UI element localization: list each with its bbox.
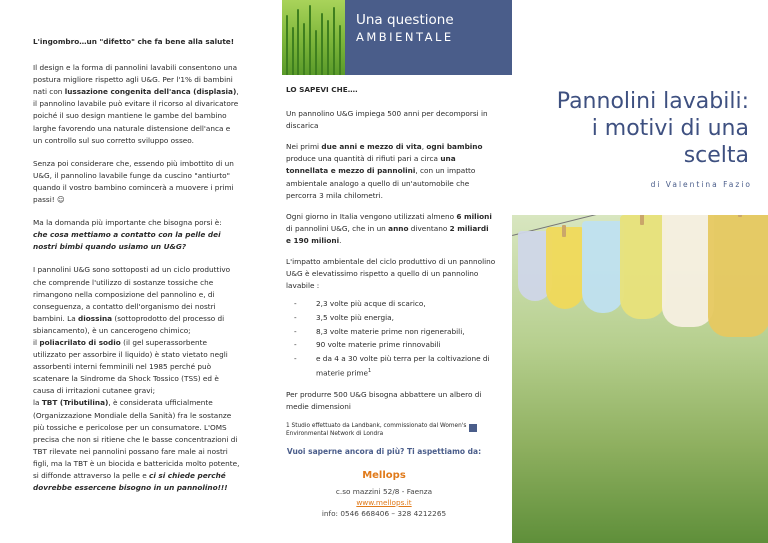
fact-italy: Ogni giorno in Italia vengono utilizzati almeno 6 milioni di pannolini U&G, che in un anno diventano 2 miliardi e 190 milioni. [286,211,492,245]
banner-title: Una questione AMBIENTALE [356,12,454,44]
list-item: - 3,5 volte più energia, [286,312,496,324]
diaper [582,221,624,313]
facts-section [286,84,496,438]
clothespin-icon [562,225,566,237]
section-title-ingombro: L'ingombro…un "difetto" che fa bene alla salute! [33,37,235,46]
paragraph-design: Il design e la forma di pannolini lavabili consentono una postura migliore rispetto agli U&G. Per l'1% di bambini nati con lussazione congenita dell'anca (displasia), il pannolino lavabile può evitare il ricorso al divaricatore poiché il suo design mantiene le gambe del bambino larghe favorendo una naturale distensione dell'anca e un controllo sul suo corretto sviluppo osseo. [33,63,239,145]
phone-contact: info: 0546 668406 – 328 4212265 [321,509,447,518]
list-item: - 8,3 volte materie prime non rigenerabili, [286,326,496,338]
fact-impact: L'impatto ambientale del ciclo produttivo di un pannolino U&G è elevatissimo rispetto a quello di un pannolino lavabile : [286,257,496,291]
middle-column [256,0,512,543]
cloth-diapers-photo [512,215,768,543]
diaper [708,215,768,337]
paragraph-tbt: la TBT (Tributilina), è considerata ufficialmente (Organizzazione Mondiale della Sanità) fra le sostanze più tossiche e pericolose per un consumatore. L'OMS precisa che non si ritiene che le basse concentrazioni di TBT rilevate nei pannolini possano fare male ai nostri figli, ma la TBT è un biocida e battericida molto potente, si diffonde attraverso la pelle e ci si chiede perché dovrebbe essercene bisogno in un pannolino!!! [33,398,240,493]
cover-title: Pannolini lavabili: i motivi di una scelta [556,89,749,168]
diaper [620,215,666,319]
contact-section [256,447,512,519]
diaper [662,215,714,327]
paragraph-antiurto: Senza poi considerare che, essendo più imbottito di un U&G, il pannolino lavabile funge da cuscino "antiurto" quando il vostro bambino comincerà a muovere i primi passi! ☺ [33,158,234,205]
contact-question: Vuoi saperne ancora di più? Ti aspettiamo da: [286,447,482,456]
company-name: Mellops [362,470,406,481]
fact-decompose: Un pannolino U&G impiega 500 anni per decomporsi in discarica [286,109,488,131]
website-link[interactable]: www.mellops.it [356,498,412,507]
paragraph-toxic: I pannolini U&G sono sottoposti ad un ciclo produttivo che comprende l'utilizzo di sostanze tossiche che rimangono nella composizione del pannolino e, di conseguenza, a contatto dell'organismo dei nostri bambini. La diossina (sottoprodotto del processo di sbiancamento), è un cancerogeno chimico; [33,265,231,335]
footnote: 1 Studio effettuato da Landbank, commissionato dal Women's Environmental Network di Londra [286,423,467,438]
clothespin-icon [640,215,644,225]
list-item: - 90 volte materie prime rinnovabili [286,339,496,351]
fact-waste: Nei primi due anni e mezzo di vita, ogni bambino produce una quantità di rifiuti pari a circa una tonnellata e mezzo di pannolini, con un impatto ambientale analogo a quello di un'automobile che percorra 3 mila chilometri. [286,142,483,200]
clothespin-icon [738,215,742,217]
fact-tree: Per produrre 500 U&G bisogna abbattere un albero di medie dimensioni [286,390,482,412]
list-item: - 2,3 volte più acque di scarico, [286,298,496,310]
diaper [546,227,584,309]
impact-list [286,298,496,379]
grass-image [282,0,345,75]
facts-heading: LO SAPEVI CHE…. [286,85,358,94]
decorative-square [469,424,477,432]
list-item: - e da 4 a 30 volte più terra per la coltivazione di materie prime$^1$ [286,353,496,380]
left-column [0,0,256,543]
paragraph-poliacrilato: il poliacrilato di sodio (il gel superassorbente utilizzato per assorbire il liquido) è stato vietato negli assorbenti interni femminili nel 1985 perché può scatenare la Sindrome da Shock Tossico (TSS) ed è causa di irritazioni cutanee gravi; [33,337,228,396]
author: di Valentina Fazio [650,180,752,189]
environment-banner [282,0,512,75]
paragraph-question: Ma la domanda più importante che bisogna porsi è: che cosa mettiamo a contatto con la pelle dei nostri bimbi quando usiamo un U&G? [33,218,222,252]
address: c.so mazzini 52/8 - Faenza [335,487,433,496]
